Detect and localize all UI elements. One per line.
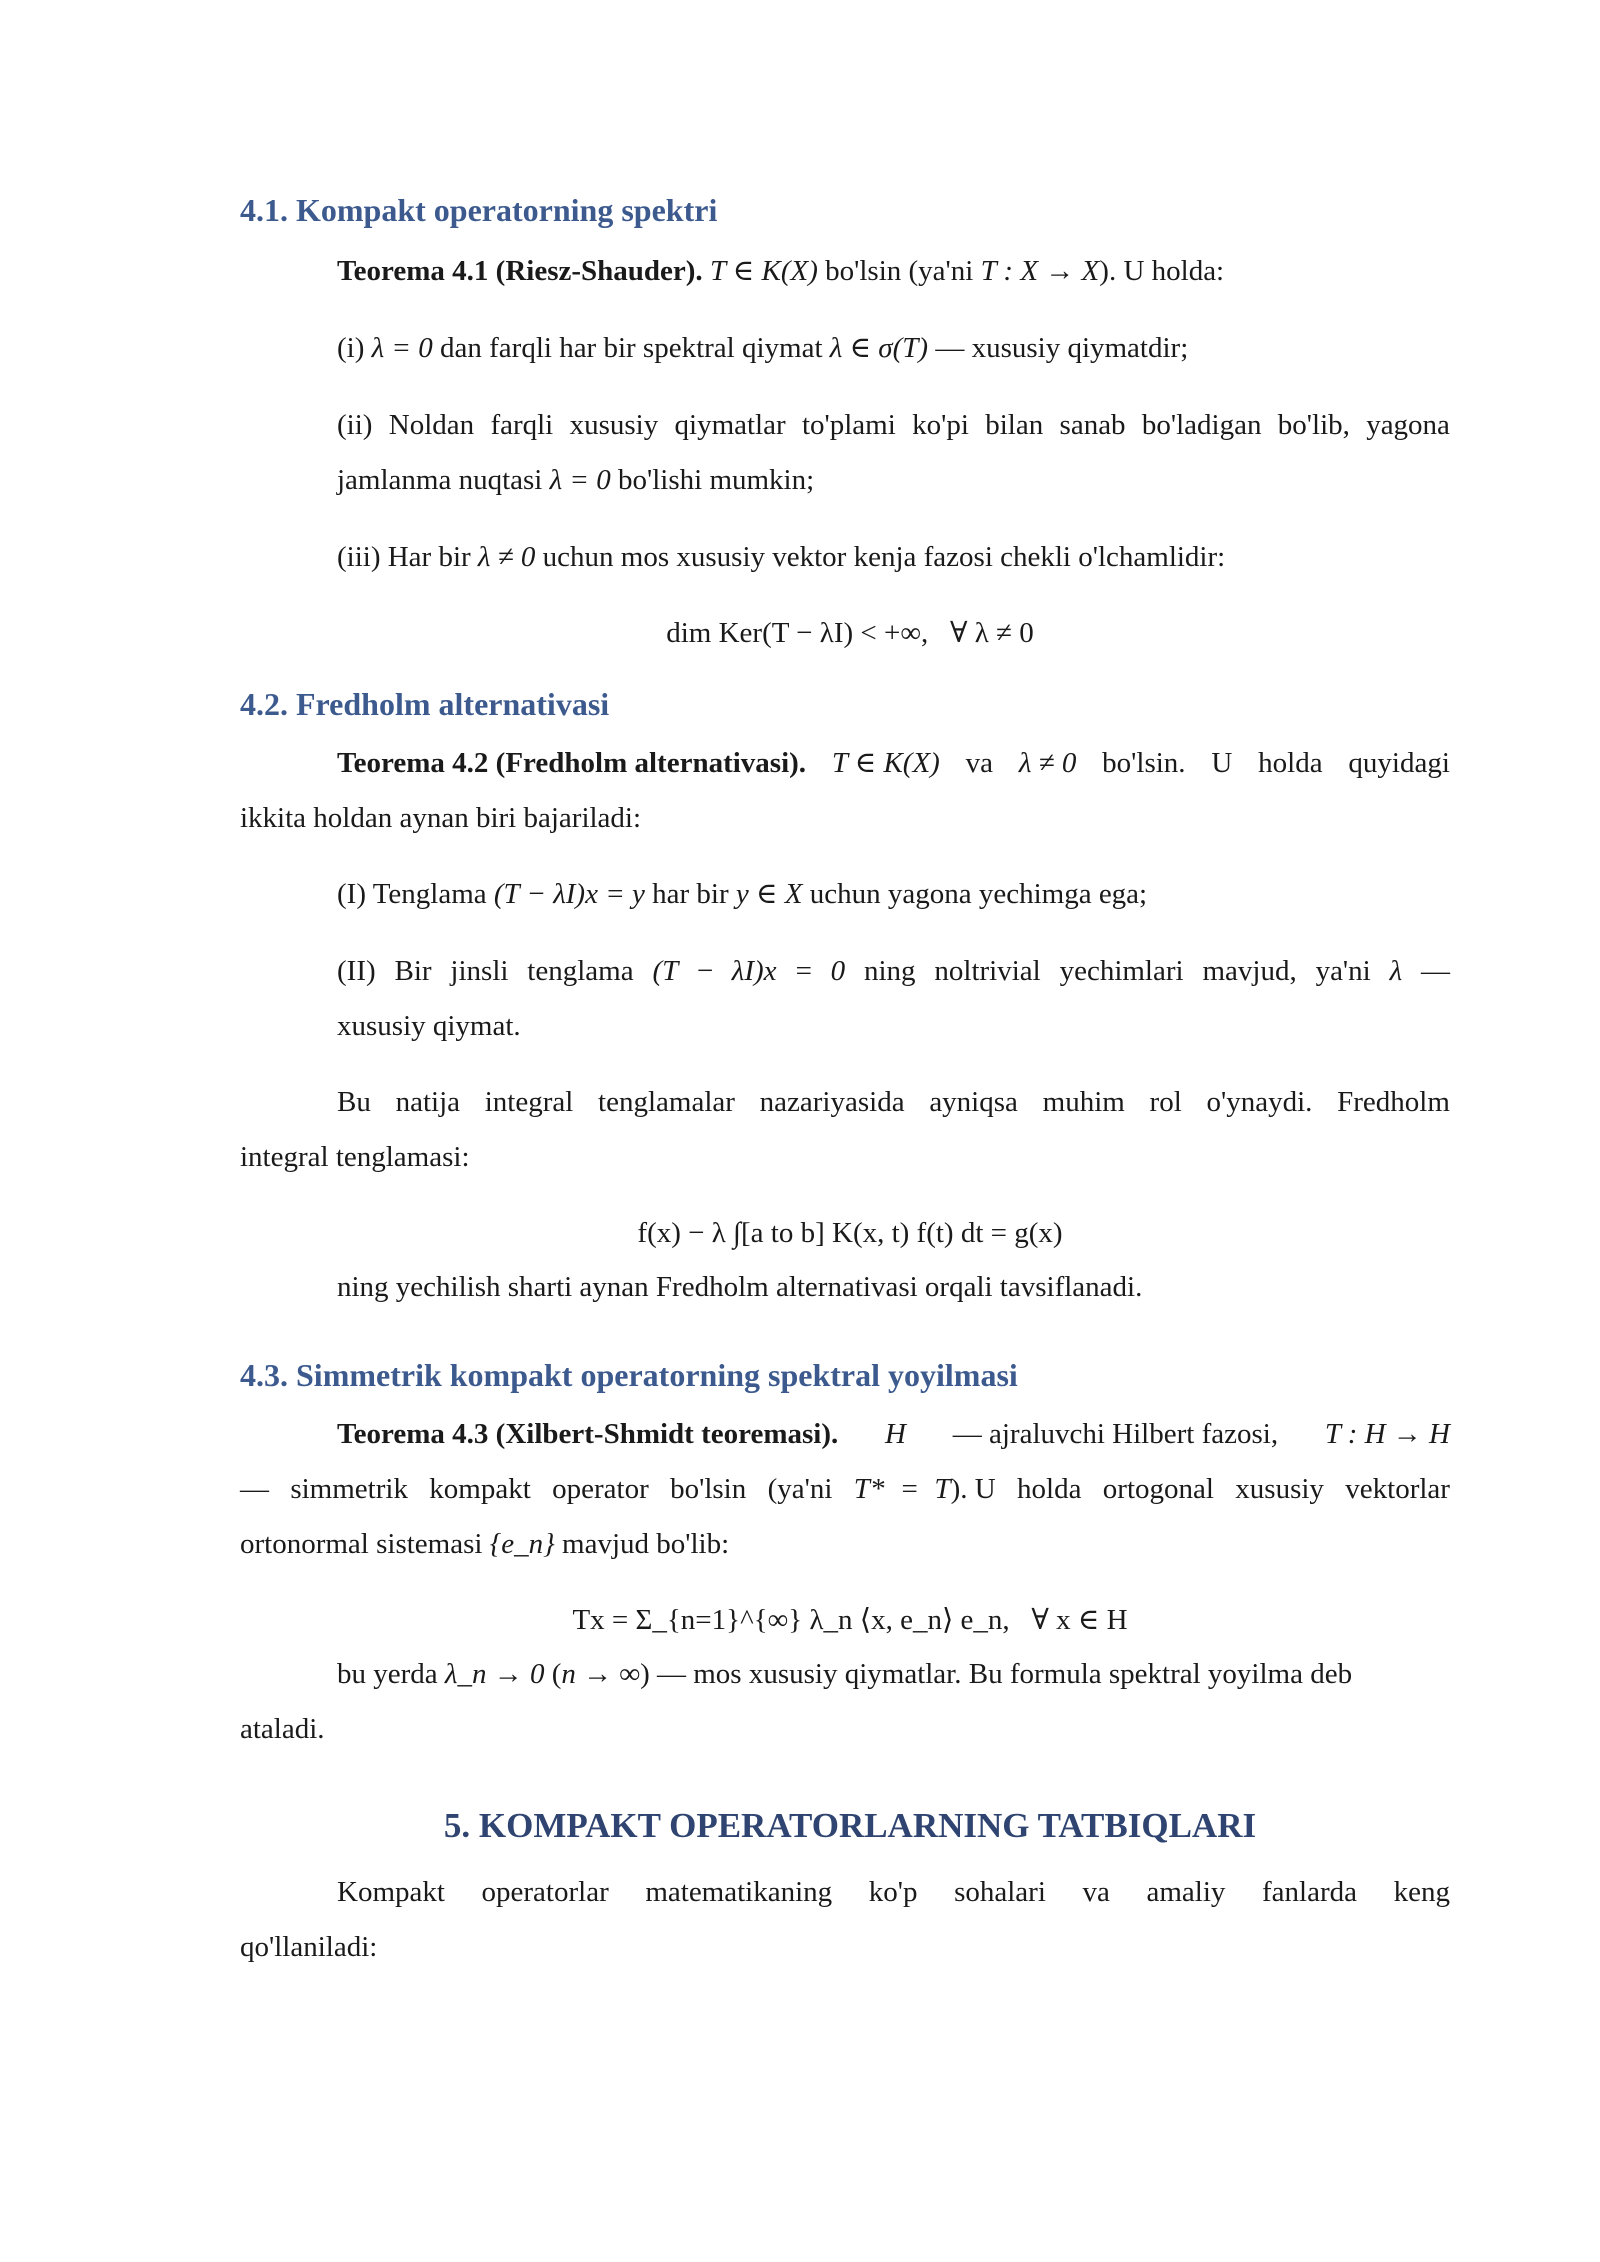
word: kompakt xyxy=(429,1473,531,1505)
word: Fredholm xyxy=(1337,1086,1450,1118)
theorem-4-3-line2 xyxy=(240,1475,1450,1504)
word: yagona xyxy=(1366,409,1450,441)
word: holda xyxy=(1258,747,1323,779)
text: uchun mos xususiy vektor kenja fazosi chekli o'lchamlidir: xyxy=(535,541,1226,573)
text: ). U holda: xyxy=(1099,255,1225,287)
math: T* = T xyxy=(853,1473,951,1505)
paragraph-eigenvalues-line2: ataladi. xyxy=(240,1713,325,1745)
item-ii-line2 xyxy=(337,466,814,495)
word: U xyxy=(1211,747,1233,779)
word: holda xyxy=(1017,1473,1082,1505)
math: T : X → X xyxy=(980,255,1100,287)
math: λ ∈ σ(T) xyxy=(829,332,929,364)
word: nazariyasida xyxy=(759,1086,905,1118)
word: muhim xyxy=(1042,1086,1125,1118)
word: rol xyxy=(1149,1086,1182,1118)
theorem-4-2-line2: ikkita holdan aynan biri bajariladi: xyxy=(240,802,642,834)
word: operatorlar xyxy=(481,1876,609,1908)
word: ning xyxy=(863,955,916,987)
theorem-label: Teorema 4.1 (Riesz-Shauder). xyxy=(337,255,703,287)
word: — xyxy=(1421,955,1450,987)
theorem-4-3-line3 xyxy=(240,1530,729,1559)
word: — xyxy=(240,1473,269,1505)
text: (iii) Har bir xyxy=(337,541,478,573)
word: operator xyxy=(552,1473,649,1505)
word: Kompakt xyxy=(337,1876,445,1908)
word: (II) xyxy=(337,955,376,987)
item-i xyxy=(337,334,1188,363)
paragraph-applications-line2: qo'llaniladi: xyxy=(240,1931,378,1963)
math: λ_n → 0 xyxy=(444,1658,545,1690)
word: tenglama xyxy=(527,955,634,987)
theorem-4-1-statement xyxy=(337,257,1224,286)
math: H xyxy=(885,1418,906,1450)
word: yechimlari xyxy=(1059,955,1184,987)
text: dan farqli har bir spektral qiymat xyxy=(432,332,830,364)
word: va xyxy=(1082,1876,1110,1908)
section-heading-4-1: 4.1. Kompakt operatorning spektri xyxy=(240,192,718,228)
text: — ajraluvchi Hilbert fazosi, xyxy=(952,1418,1279,1450)
word: ayniqsa xyxy=(929,1086,1018,1118)
item-iii xyxy=(337,543,1225,572)
word: simmetrik xyxy=(290,1473,408,1505)
text: har bir xyxy=(644,878,736,910)
theorem-label: Teorema 4.3 (Xilbert-Shmidt teoremasi). xyxy=(337,1418,839,1450)
word: fanlarda xyxy=(1261,1876,1357,1908)
formula-spectral-expansion: Tx = Σ_{n=1}^{∞} λ_n ⟨x, e_n⟩ e_n, ∀ x ∈ H xyxy=(572,1604,1128,1636)
math: {e_n} xyxy=(489,1528,555,1560)
word: tenglamalar xyxy=(598,1086,735,1118)
word: ko'p xyxy=(868,1876,918,1908)
word: bo'ladigan xyxy=(1141,409,1262,441)
word: bo'lsin. xyxy=(1102,747,1186,779)
word: mavjud, xyxy=(1202,955,1297,987)
word: vektorlar xyxy=(1345,1473,1450,1505)
word: bo'lsin xyxy=(670,1473,747,1505)
math: y ∈ X xyxy=(735,878,803,910)
word: ). U xyxy=(950,1473,996,1505)
paragraph-applications-line1 xyxy=(337,1878,1450,1907)
math: λ ≠ 0 xyxy=(1018,747,1077,779)
item-II-line2: xususiy qiymat. xyxy=(337,1010,521,1042)
text: jamlanma nuqtasi xyxy=(337,464,550,496)
text: ( xyxy=(544,1658,562,1690)
word: ko'pi xyxy=(912,409,969,441)
word: xususiy xyxy=(1235,1473,1324,1505)
word: sanab xyxy=(1059,409,1126,441)
math: (T − λI)x = 0 xyxy=(652,955,846,987)
word: (ya'ni xyxy=(767,1473,833,1505)
text: (i) xyxy=(337,332,372,364)
text: bo'lsin (ya'ni xyxy=(817,255,981,287)
math: λ ≠ 0 xyxy=(477,541,536,573)
text: (I) Tenglama xyxy=(337,878,494,910)
word: qiymatlar xyxy=(674,409,786,441)
paragraph-fredholm-line2: integral tenglamasi: xyxy=(240,1141,470,1173)
word: matematikaning xyxy=(645,1876,833,1908)
math: λ = 0 xyxy=(549,464,611,496)
word: Bu xyxy=(337,1086,371,1118)
chapter-heading-5: 5. KOMPAKT OPERATORLARNING TATBIQLARI xyxy=(443,1806,1257,1845)
word: bo'lib, xyxy=(1277,409,1350,441)
word: bilan xyxy=(985,409,1044,441)
word: ya'ni xyxy=(1315,955,1371,987)
math: T ∈ K(X) xyxy=(831,747,940,779)
formula-fredholm-integral: f(x) − λ ∫[a to b] K(x, t) f(t) dt = g(x) xyxy=(637,1217,1063,1249)
word: quyidagi xyxy=(1348,747,1450,779)
word: xususiy xyxy=(569,409,659,441)
word: sohalari xyxy=(954,1876,1046,1908)
word: keng xyxy=(1393,1876,1450,1908)
word: o'ynaydi. xyxy=(1206,1086,1313,1118)
math: n → ∞ xyxy=(561,1658,641,1690)
item-II-line1 xyxy=(337,957,1450,986)
item-ii-line1 xyxy=(337,411,1450,440)
word: jinsli xyxy=(450,955,509,987)
paragraph-eigenvalues-line1 xyxy=(337,1660,1450,1689)
word: noltrivial xyxy=(934,955,1041,987)
word: natija xyxy=(395,1086,460,1118)
word: Bir xyxy=(394,955,432,987)
math: λ = 0 xyxy=(371,332,433,364)
item-I xyxy=(337,880,1147,909)
word: amaliy xyxy=(1146,1876,1226,1908)
text: ) — mos xususiy qiymatlar. Bu formula spektral yoyilma deb xyxy=(640,1658,1353,1690)
text: bo'lishi mumkin; xyxy=(610,464,815,496)
section-heading-4-3: 4.3. Simmetrik kompakt operatorning spektral yoyilmasi xyxy=(240,1357,1018,1393)
theorem-4-2-line1 xyxy=(337,749,1450,778)
word: va xyxy=(965,747,994,779)
word: Noldan xyxy=(388,409,475,441)
text: ortonormal sistemasi xyxy=(240,1528,490,1560)
text: mavjud bo'lib: xyxy=(554,1528,730,1560)
math: λ xyxy=(1389,955,1403,987)
text-group xyxy=(337,1660,1352,1689)
text: — xususiy qiymatdir; xyxy=(928,332,1189,364)
formula-dim-ker: dim Ker(T − λI) < +∞, ∀ λ ≠ 0 xyxy=(666,617,1034,649)
theorem-label: Teorema 4.2 (Fredholm alternativasi). xyxy=(337,747,807,779)
math: T : H → H xyxy=(1324,1418,1450,1450)
paragraph-after-formula: ning yechilish sharti aynan Fredholm alternativasi orqali tavsiflanadi. xyxy=(337,1271,1143,1303)
paragraph-fredholm-line1 xyxy=(337,1088,1450,1117)
math: (T − λI)x = y xyxy=(493,878,645,910)
math-group xyxy=(854,1475,996,1504)
word: to'plami xyxy=(801,409,896,441)
word: ortogonal xyxy=(1102,1473,1214,1505)
math: T ∈ K(X) xyxy=(709,255,818,287)
text: uchun yagona yechimga ega; xyxy=(802,878,1148,910)
text: bu yerda xyxy=(337,1658,445,1690)
word: farqli xyxy=(490,409,554,441)
theorem-4-3-line1 xyxy=(337,1420,1450,1449)
word: integral xyxy=(484,1086,574,1118)
section-heading-4-2: 4.2. Fredholm alternativasi xyxy=(240,686,610,722)
word: (ii) xyxy=(337,409,373,441)
